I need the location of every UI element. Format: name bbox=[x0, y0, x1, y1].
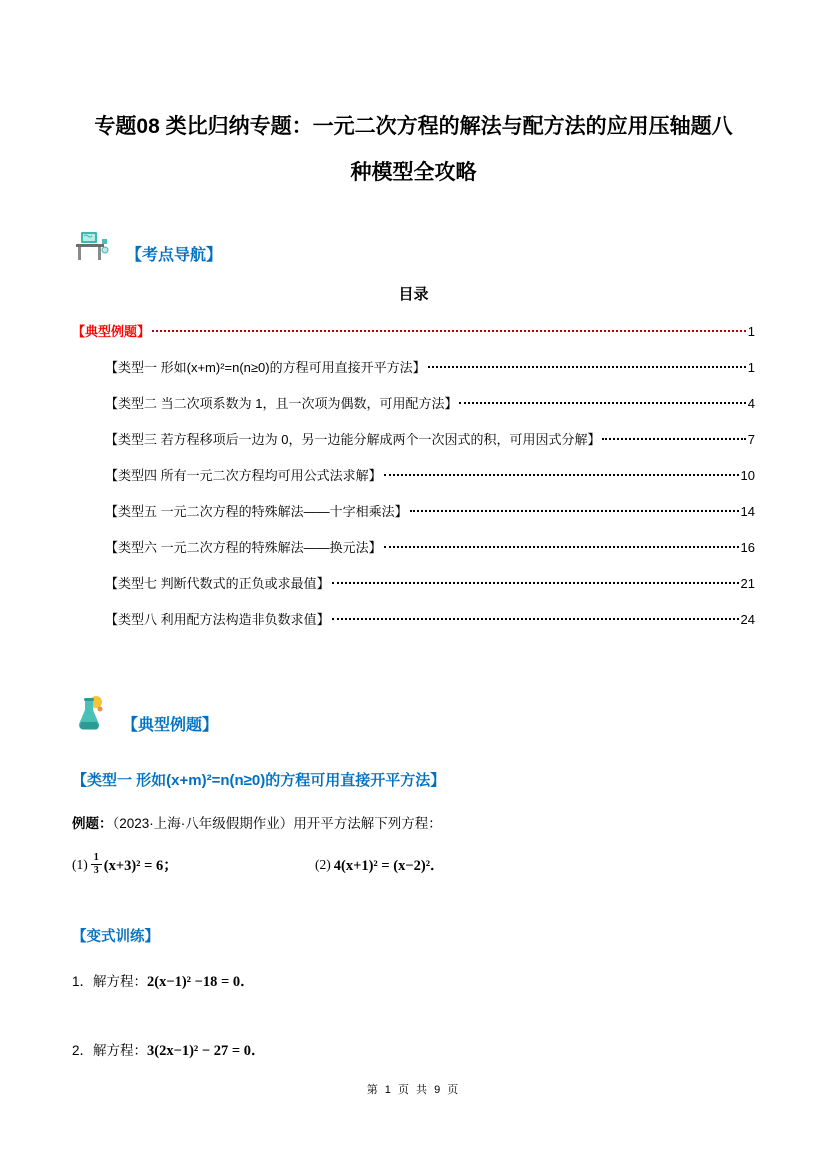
toc-entry-typical-examples[interactable] bbox=[72, 314, 755, 350]
toc-entry-page[interactable]: 16 bbox=[740, 540, 755, 555]
type1-heading: 【类型一 形如(x+m)²=n(n≥0)的方程可用直接开平方法】 bbox=[72, 772, 446, 789]
toc-leader-dots bbox=[602, 438, 745, 440]
page-title-line1: 专题08 类比归纳专题：一元二次方程的解法与配方法的应用压轴题八 bbox=[94, 115, 733, 138]
toc-entry-label[interactable]: 【类型六 一元二次方程的特殊解法——换元法】 bbox=[105, 540, 382, 555]
toc-entry-type5[interactable] bbox=[72, 494, 755, 530]
toc-entry-page[interactable]: 7 bbox=[747, 432, 755, 447]
exercise-1-label: 解方程： bbox=[93, 974, 148, 989]
example-intro-label: 例题： bbox=[72, 816, 113, 831]
exercise-1 bbox=[72, 970, 755, 991]
toc-entry-type2[interactable] bbox=[72, 386, 755, 422]
exercise-2-equation: 3(2x−1)² − 27 = 0． bbox=[147, 1043, 266, 1059]
toc-leader-dots bbox=[459, 402, 745, 404]
toc-leader-dots bbox=[384, 546, 739, 548]
page-title bbox=[72, 104, 755, 196]
example-equation-2 bbox=[315, 852, 445, 877]
toc-entry-label[interactable]: 【类型一 形如(x+m)²=n(n≥0)的方程可用直接开平方法】 bbox=[105, 360, 426, 375]
toc-entry-label[interactable]: 【类型三 若方程移项后一边为 0，另一边能分解成两个一次因式的积，可用因式分解】 bbox=[105, 432, 601, 447]
toc-entry-page[interactable]: 10 bbox=[740, 468, 755, 483]
exercise-2-number: 2． bbox=[72, 1043, 94, 1058]
example-intro-text: （2023·上海·八年级假期作业）用开平方法解下列方程： bbox=[112, 816, 442, 831]
toc-leader-dots bbox=[332, 618, 739, 620]
toc-entry-page[interactable]: 4 bbox=[747, 396, 755, 411]
toc-leader-dots bbox=[428, 366, 746, 368]
fraction-numerator: 1 bbox=[91, 852, 102, 865]
page-title-line2: 种模型全攻略 bbox=[350, 161, 477, 184]
examples-section-heading: 【典型例题】 bbox=[122, 717, 219, 734]
toc-entry-page[interactable]: 14 bbox=[740, 504, 755, 519]
example-intro bbox=[72, 812, 755, 832]
toc-leader-dots bbox=[384, 474, 739, 476]
toc-entry-page[interactable]: 24 bbox=[740, 612, 755, 627]
examples-heading-row bbox=[72, 694, 755, 739]
table-of-contents bbox=[72, 314, 755, 638]
exercise-2-label: 解方程： bbox=[93, 1043, 148, 1058]
exercise-1-number: 1． bbox=[72, 974, 94, 989]
desk-illustration-icon bbox=[72, 230, 112, 269]
toc-entry-type4[interactable] bbox=[72, 458, 755, 494]
toc-entry-page[interactable]: 1 bbox=[747, 324, 755, 339]
example-equations-row bbox=[72, 852, 755, 877]
toc-entry-page[interactable]: 21 bbox=[740, 576, 755, 591]
toc-entry-label[interactable]: 【类型七 判断代数式的正负或求最值】 bbox=[105, 576, 330, 591]
toc-entry-label[interactable]: 【类型五 一元二次方程的特殊解法——十字相乘法】 bbox=[105, 504, 408, 519]
equation-1-label: (1) bbox=[72, 856, 88, 872]
toc-entry-type6[interactable] bbox=[72, 530, 755, 566]
fraction-one-third bbox=[91, 852, 102, 877]
page-footer bbox=[0, 1081, 827, 1097]
equation-2-label: (2) bbox=[315, 856, 331, 872]
equation-1-expression: (x+3)² = 6； bbox=[103, 858, 178, 874]
toc-entry-page[interactable]: 1 bbox=[747, 360, 755, 375]
toc-title: 目录 bbox=[398, 286, 429, 303]
exercise-2 bbox=[72, 1039, 755, 1060]
toc-leader-dots bbox=[152, 330, 746, 332]
nav-heading-row bbox=[72, 230, 755, 269]
variant-training-heading: 【变式训练】 bbox=[72, 929, 159, 945]
toc-entry-type8[interactable] bbox=[72, 602, 755, 638]
toc-leader-dots bbox=[332, 582, 739, 584]
toc-leader-dots bbox=[410, 510, 739, 512]
toc-entry-type1[interactable] bbox=[72, 350, 755, 386]
fraction-denominator: 3 bbox=[93, 865, 99, 876]
exercise-1-equation: 2(x−1)² −18 = 0． bbox=[147, 974, 255, 990]
nav-section-heading: 【考点导航】 bbox=[126, 247, 223, 264]
equation-2-expression: 4(x+1)² = (x−2)²． bbox=[333, 858, 445, 874]
example-equation-1 bbox=[72, 852, 315, 877]
toc-entry-label[interactable]: 【类型二 当二次项系数为 1，且一次项为偶数，可用配方法】 bbox=[105, 396, 458, 411]
toc-entry-type3[interactable] bbox=[72, 422, 755, 458]
flask-icon bbox=[72, 694, 108, 739]
toc-entry-label[interactable]: 【类型四 所有一元二次方程均可用公式法求解】 bbox=[105, 468, 382, 483]
toc-entry-label[interactable]: 【类型八 利用配方法构造非负数求值】 bbox=[105, 612, 330, 627]
toc-entry-label[interactable]: 【典型例题】 bbox=[72, 324, 151, 339]
page-number-indicator: 第 1 页 共 9 页 bbox=[366, 1084, 461, 1096]
toc-entry-type7[interactable] bbox=[72, 566, 755, 602]
